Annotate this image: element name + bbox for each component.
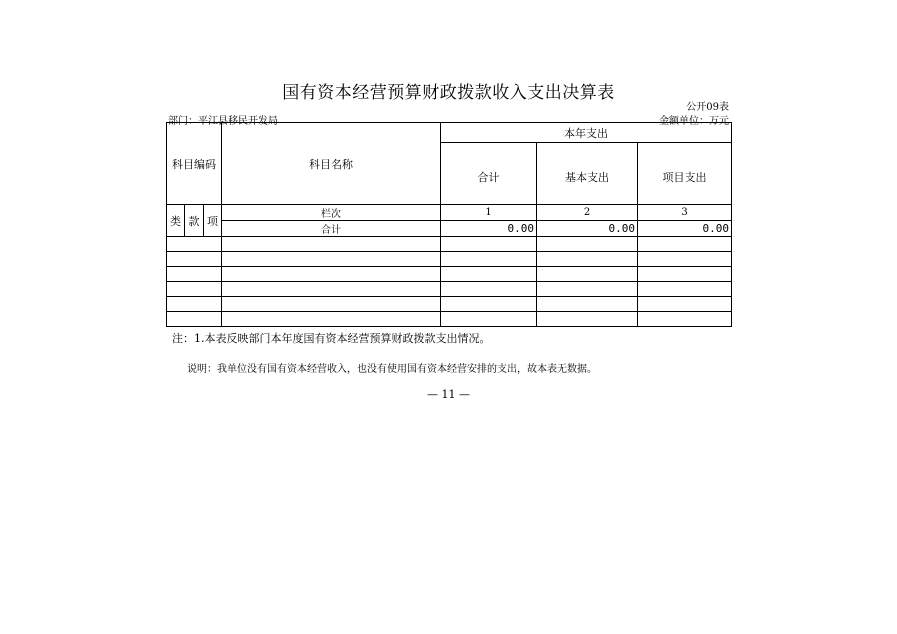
header-item: 项: [204, 205, 222, 237]
total-row-label: 合计: [222, 221, 441, 237]
table-row: [167, 282, 732, 297]
header-total: 合计: [441, 143, 537, 205]
row-index-3: 3: [638, 205, 732, 221]
header-subject-code: 科目编码: [167, 123, 222, 205]
header-subject-name: 科目名称: [222, 123, 441, 205]
total-row-basic: 0.00: [537, 221, 638, 237]
total-row-project: 0.00: [638, 221, 732, 237]
header-section: 款: [185, 205, 204, 237]
page-number: — 11 —: [427, 388, 470, 401]
table-row: [167, 297, 732, 312]
page-title: 国有资本经营预算财政拨款收入支出决算表: [282, 83, 615, 103]
row-index-label: 栏次: [222, 205, 441, 221]
department-label: 部门：平江县移民开发局: [168, 116, 278, 127]
row-index-1: 1: [441, 205, 537, 221]
table-row: [167, 312, 732, 327]
note-text: 注：1.本表反映部门本年度国有资本经营预算财政拨款支出情况。: [172, 332, 491, 345]
unit-label: 金额单位：万元: [659, 116, 729, 127]
row-index-2: 2: [537, 205, 638, 221]
header-year-expense: 本年支出: [441, 123, 732, 143]
form-code: 公开09表: [686, 102, 729, 113]
header-basic: 基本支出: [537, 143, 638, 205]
table-row: [167, 252, 732, 267]
table-row: [167, 237, 732, 252]
budget-table: [166, 122, 732, 327]
table-row: [167, 267, 732, 282]
explanation-text: 说明：我单位没有国有资本经营收入，也没有使用国有资本经营安排的支出，故本表无数据。: [187, 364, 597, 375]
header-class: 类: [167, 205, 185, 237]
header-project: 项目支出: [638, 143, 732, 205]
total-row-total: 0.00: [441, 221, 537, 237]
